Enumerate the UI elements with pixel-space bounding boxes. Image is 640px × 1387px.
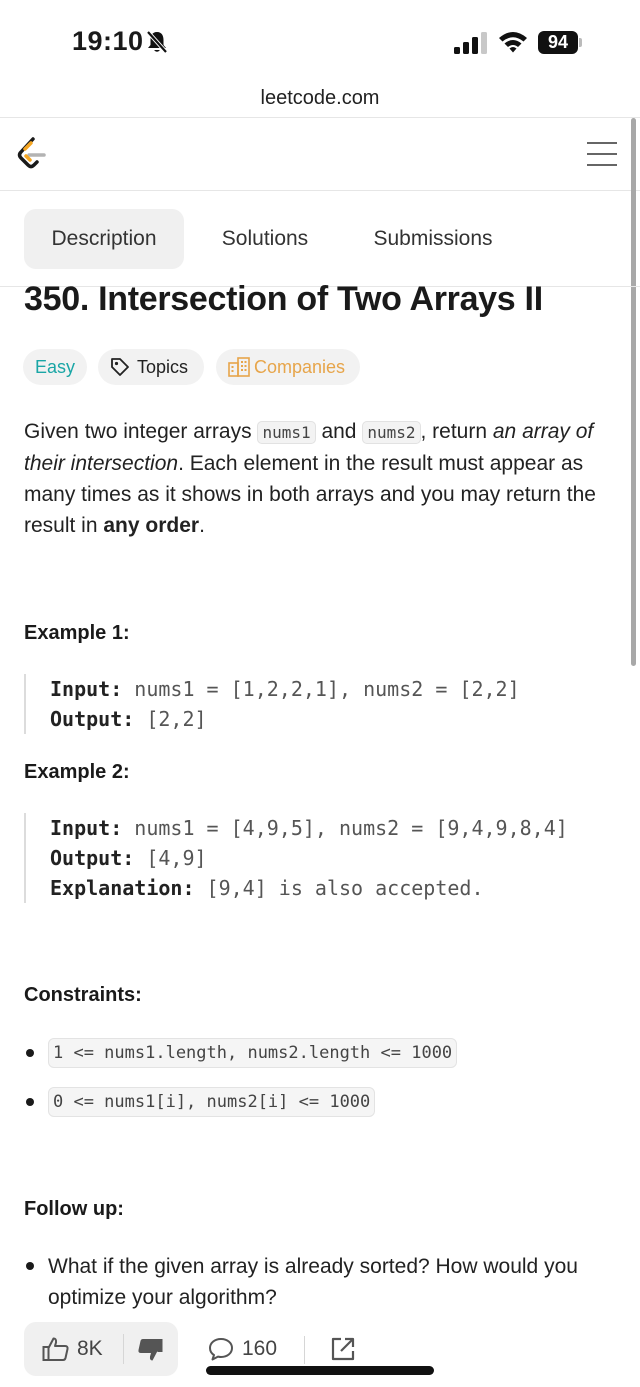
bell-muted-icon xyxy=(146,30,168,54)
code-nums1: nums1 xyxy=(257,421,315,444)
hamburger-menu-icon[interactable] xyxy=(586,140,618,168)
status-time: 19:10 xyxy=(72,26,144,56)
bullet xyxy=(26,1262,34,1270)
example-2-heading: Example 2: xyxy=(24,761,130,783)
site-header xyxy=(0,118,640,191)
followup-heading: Follow up: xyxy=(24,1198,124,1220)
tab-submissions[interactable]: Submissions xyxy=(373,227,493,250)
page-title: 350. Intersection of Two Arrays II xyxy=(24,280,543,318)
address-bar[interactable]: leetcode.com xyxy=(0,80,640,118)
thumbs-up-icon xyxy=(42,1336,70,1362)
bullet xyxy=(26,1098,34,1106)
companies-label: Companies xyxy=(254,357,346,377)
companies-button[interactable] xyxy=(216,349,360,385)
problem-tabs xyxy=(0,191,640,287)
topics-label: Topics xyxy=(137,357,189,377)
building-icon xyxy=(228,357,250,377)
constraint-item: 1 <= nums1.length, nums2.length <= 1000 xyxy=(48,1038,457,1068)
action-bar xyxy=(0,1320,640,1387)
like-count: 8K xyxy=(77,1337,103,1360)
tab-description[interactable]: Description xyxy=(24,209,184,269)
followup-text: What if the given array is already sorted? How would you optimize your algorithm? xyxy=(48,1255,578,1309)
thumbs-down-icon xyxy=(136,1337,164,1363)
home-indicator[interactable] xyxy=(206,1366,434,1375)
constraints-heading: Constraints: xyxy=(24,984,142,1006)
comment-icon xyxy=(208,1337,234,1361)
battery-level: 94 xyxy=(538,31,578,54)
topics-button[interactable] xyxy=(98,349,204,385)
bullet xyxy=(26,1049,34,1057)
vote-group xyxy=(24,1322,178,1376)
example-1-heading: Example 1: xyxy=(24,622,130,644)
wifi-icon xyxy=(498,30,528,54)
battery-icon xyxy=(538,31,582,54)
leetcode-logo[interactable] xyxy=(16,136,48,172)
signal-icon xyxy=(454,32,488,54)
code-nums2: nums2 xyxy=(362,421,420,444)
comment-count: 160 xyxy=(242,1337,278,1360)
constraint-item: 0 <= nums1[i], nums2[i] <= 1000 xyxy=(48,1087,375,1117)
share-icon[interactable] xyxy=(330,1336,356,1362)
dislike-button[interactable] xyxy=(124,1322,178,1376)
problem-description: Given two integer arrays nums1 and nums2 , return an array of their intersection. Each element in the result must appear as many times as it shows in both arrays and you may return the result in any order. xyxy=(24,420,596,537)
tag-icon xyxy=(110,357,130,377)
example-2-block: Input: nums1 = [4,9,5], nums2 = [9,4,9,8,4] Output: [4,9] Explanation: [9,4] is also accepted. xyxy=(24,813,620,903)
example-1-block: Input: nums1 = [1,2,2,1], nums2 = [2,2] Output: [2,2] xyxy=(24,674,620,734)
like-button[interactable] xyxy=(24,1322,122,1376)
difficulty-badge: Easy xyxy=(23,349,87,385)
tab-solutions[interactable]: Solutions xyxy=(221,227,309,250)
status-bar xyxy=(0,0,640,80)
